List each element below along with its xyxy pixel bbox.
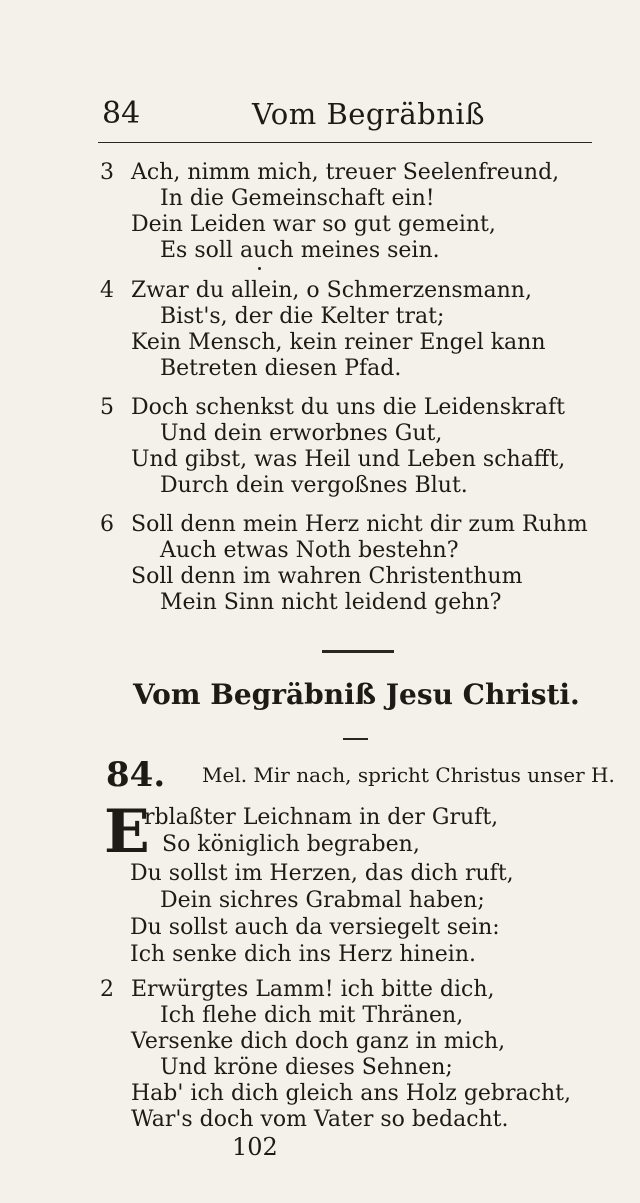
verse-text: Versenke dich doch ganz in mich, bbox=[131, 1029, 506, 1054]
verse-line bbox=[100, 395, 600, 421]
print-speck bbox=[258, 267, 261, 270]
section-divider bbox=[322, 650, 394, 653]
verse-text: Es soll auch meines sein. bbox=[160, 238, 440, 263]
title-rule bbox=[343, 738, 368, 740]
page-number: 84 bbox=[102, 96, 141, 131]
verse-5 bbox=[100, 395, 600, 499]
verse-text: Soll denn mein Herz nicht dir zum Ruhm bbox=[131, 512, 588, 537]
verse-number: 6 bbox=[100, 512, 114, 537]
verse-text: Zwar du allein, o Schmerzensmann, bbox=[131, 278, 532, 303]
verse-text: Durch dein vergoßnes Blut. bbox=[160, 473, 468, 498]
verse-line bbox=[100, 473, 600, 499]
header-rule bbox=[98, 142, 592, 143]
verse-text: Betreten diesen Pfad. bbox=[160, 356, 402, 381]
verse-3 bbox=[100, 160, 600, 264]
verse-line bbox=[100, 512, 600, 538]
verse-line bbox=[100, 330, 600, 356]
drop-capital: E bbox=[104, 797, 150, 867]
verse-6 bbox=[100, 512, 600, 616]
verse-line bbox=[100, 1003, 600, 1029]
verse-line bbox=[100, 564, 600, 590]
verse-number: 2 bbox=[100, 977, 114, 1002]
verse-text: Mein Sinn nicht leidend gehn? bbox=[160, 590, 502, 615]
verse-text: War's doch vom Vater so bedacht. bbox=[131, 1107, 509, 1132]
stanza-line: So königlich begraben, bbox=[162, 832, 420, 857]
verse-number: 4 bbox=[100, 278, 114, 303]
hymn-heading bbox=[106, 754, 615, 796]
verse-line bbox=[100, 186, 600, 212]
footer-page-number: 102 bbox=[232, 1133, 278, 1161]
verse-line bbox=[100, 538, 600, 564]
verse-text: Erwürgtes Lamm! ich bitte dich, bbox=[131, 977, 495, 1002]
verse-text: Bist's, der die Kelter trat; bbox=[160, 304, 445, 329]
page-header bbox=[102, 94, 592, 136]
verse-line bbox=[100, 278, 600, 304]
verse-text: Ach, nimm mich, treuer Seelenfreund, bbox=[131, 160, 560, 185]
stanza-line: Du sollst auch da versiegelt sein: bbox=[130, 915, 500, 940]
verse-text: Doch schenkst du uns die Leidenskraft bbox=[131, 395, 565, 420]
verse-text: Kein Mensch, kein reiner Engel kann bbox=[131, 330, 546, 355]
verse-text: Und dein erworbnes Gut, bbox=[160, 421, 443, 446]
verse-line bbox=[100, 212, 600, 238]
stanza-line: rblaßter Leichnam in der Gruft, bbox=[144, 805, 499, 830]
verse-line bbox=[100, 590, 600, 616]
hymn-stanza-2 bbox=[100, 977, 600, 1133]
verse-line bbox=[100, 304, 600, 330]
verse-text: In die Gemeinschaft ein! bbox=[160, 186, 435, 211]
verse-number: 5 bbox=[100, 395, 114, 420]
verse-line bbox=[100, 356, 600, 382]
stanza-line: Dein sichres Grabmal haben; bbox=[160, 888, 485, 913]
verse-line bbox=[100, 1055, 600, 1081]
running-head: Vom Begräbniß bbox=[252, 97, 486, 131]
verse-text: Ich flehe dich mit Thränen, bbox=[160, 1003, 464, 1028]
section-title: Vom Begräbniß Jesu Christi. bbox=[133, 678, 580, 711]
hymn-number: 84. bbox=[106, 755, 166, 795]
stanza-line: Du sollst im Herzen, das dich ruft, bbox=[130, 861, 514, 886]
verse-text: Auch etwas Noth bestehn? bbox=[160, 538, 459, 563]
verse-line bbox=[100, 1107, 600, 1133]
verse-line bbox=[100, 238, 600, 264]
verse-line bbox=[100, 447, 600, 473]
verse-4 bbox=[100, 278, 600, 382]
verse-text: Soll denn im wahren Christenthum bbox=[131, 564, 523, 589]
stanza-line: Ich senke dich ins Herz hinein. bbox=[130, 942, 476, 967]
verse-text: Und gibst, was Heil und Leben schafft, bbox=[131, 447, 566, 472]
verse-text: Hab' ich dich gleich ans Holz gebracht, bbox=[131, 1081, 571, 1106]
verse-line bbox=[100, 977, 600, 1003]
verse-number: 3 bbox=[100, 160, 114, 185]
verse-text: Und kröne dieses Sehnen; bbox=[160, 1055, 453, 1080]
verse-line bbox=[100, 160, 600, 186]
verse-text: Dein Leiden war so gut gemeint, bbox=[131, 212, 496, 237]
melody-line: Mel. Mir nach, spricht Christus unser H. bbox=[202, 763, 615, 787]
verse-line bbox=[100, 1081, 600, 1107]
verse-line bbox=[100, 421, 600, 447]
verse-line bbox=[100, 1029, 600, 1055]
